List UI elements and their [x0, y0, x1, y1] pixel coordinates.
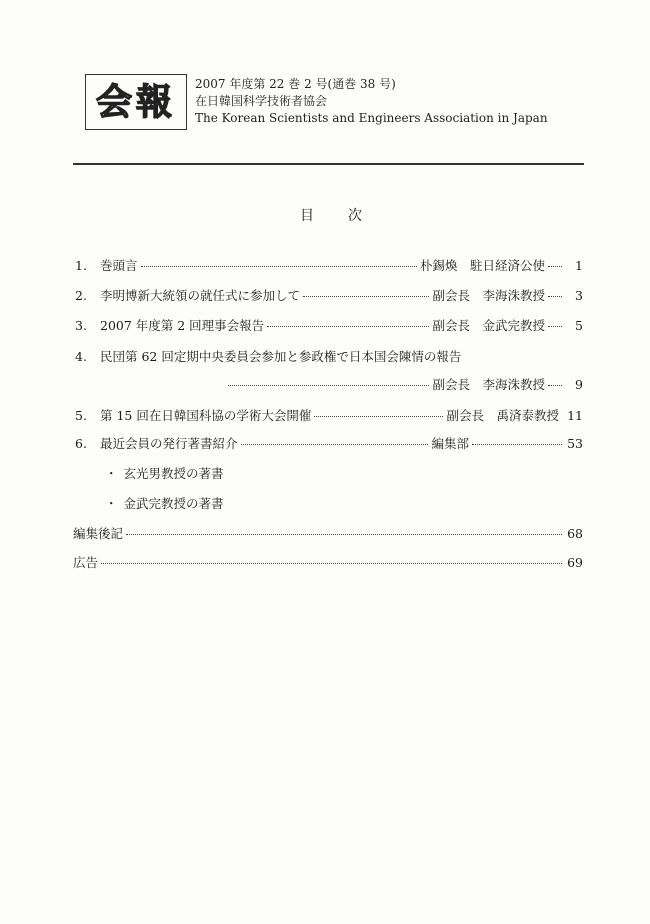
toc-subitem-1[interactable]: [105, 464, 224, 482]
header-rule: [73, 163, 584, 165]
toc-entry-title: 編集後記: [73, 526, 124, 541]
logo-box: [85, 74, 187, 130]
toc-entry-title: 2007 年度第 2 回理事会報告: [100, 318, 265, 333]
bullet-marker: ・: [105, 466, 118, 481]
dot-leader: [303, 295, 429, 297]
toc-entry-6[interactable]: [75, 434, 583, 454]
toc-entry-title: 李明博新大統領の就任式に参加して: [100, 288, 301, 303]
dot-leader: [472, 443, 562, 445]
toc-entry-1[interactable]: [75, 256, 583, 276]
dot-leader: [126, 533, 562, 535]
dot-leader: [141, 265, 417, 267]
toc-entry-2[interactable]: [75, 286, 583, 306]
toc-entry-author: 朴錫煥 駐日経済公使: [419, 258, 545, 273]
dot-leader: [228, 384, 429, 386]
toc-entry-author: 副会長 李海洙教授: [432, 377, 545, 392]
dot-leader: [314, 415, 443, 417]
logo-text: 会報: [95, 81, 176, 123]
subitem-text: 玄光男教授の著書: [123, 466, 224, 481]
dot-leader: [267, 325, 429, 327]
toc-number: 1.: [75, 258, 87, 273]
toc-page-number: 9: [575, 377, 583, 392]
toc-entry-title: 最近会員の発行著書紹介: [100, 436, 238, 451]
dot-leader: [548, 295, 562, 297]
issue-line: 2007 年度第 22 巻 2 号(通巻 38 号): [195, 77, 396, 91]
toc-number: 3.: [75, 318, 87, 333]
toc-entry-3[interactable]: [75, 316, 583, 336]
toc-entry-author: 編集部: [431, 436, 469, 451]
dot-leader: [101, 562, 562, 564]
toc-entry-title: 民団第 62 回定期中央委員会参加と参政権で日本国会陳情の報告: [100, 349, 462, 364]
toc-entry-author: 副会長 李海洙教授: [432, 288, 545, 303]
toc-page-number: 69: [567, 555, 583, 570]
toc-entry-5[interactable]: [75, 406, 583, 426]
toc-entry-author: 副会長 金武完教授: [432, 318, 545, 333]
toc-entry-title: 巻頭言: [100, 258, 138, 273]
toc-page-number: 53: [567, 436, 583, 451]
org-name-jp: 在日韓国科学技術者協会: [195, 94, 328, 108]
toc-title: 目次: [300, 208, 396, 224]
masthead: [195, 76, 548, 127]
toc-number: 4.: [75, 349, 87, 364]
dot-leader: [548, 265, 562, 267]
subitem-text: 金武完教授の著書: [123, 496, 224, 511]
toc-page-number: 5: [575, 318, 583, 333]
toc-entry-4-continuation[interactable]: [225, 375, 583, 395]
dot-leader: [241, 443, 429, 445]
toc-extra-ads[interactable]: [73, 553, 583, 573]
toc-page-number: 1: [575, 258, 583, 273]
toc-page-number: 11: [567, 408, 583, 423]
toc-entry-title: 第 15 回在日韓国科協の学術大会開催: [100, 408, 312, 423]
dot-leader: [548, 325, 562, 327]
bullet-marker: ・: [105, 496, 118, 511]
toc-page-number: 3: [575, 288, 583, 303]
toc-entry-author: 副会長 禹済泰教授: [446, 408, 559, 423]
toc-entry-title: 広告: [73, 555, 99, 570]
org-name-en: The Korean Scientists and Engineers Association in Japan: [195, 111, 548, 125]
toc-number: 5.: [75, 408, 87, 423]
toc-entry-4[interactable]: [75, 347, 583, 367]
toc-number: 6.: [75, 436, 87, 451]
toc-number: 2.: [75, 288, 87, 303]
dot-leader: [548, 384, 562, 386]
toc-extra-editorial[interactable]: [73, 524, 583, 544]
toc-subitem-2[interactable]: [105, 494, 224, 512]
toc-page-number: 68: [567, 526, 583, 541]
